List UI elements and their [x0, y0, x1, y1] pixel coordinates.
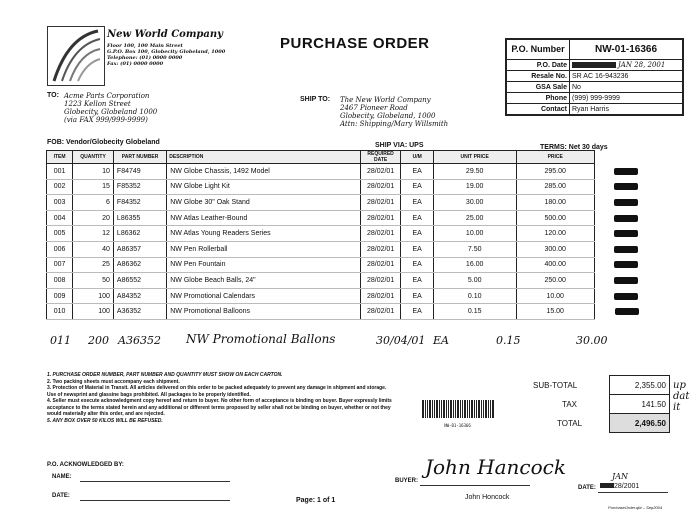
company-address-line: Fax: (01) 0000 0000 — [107, 61, 164, 67]
cell-item: 007 — [47, 257, 73, 273]
to-label: TO: — [47, 92, 59, 99]
to-address-line: (via FAX 999/999-9999) — [64, 116, 148, 124]
buyer-date-value — [600, 483, 639, 490]
cell-unit: 5.00 — [433, 273, 516, 289]
fob-label: FOB: Vendor/Globecity Globeland — [47, 139, 160, 146]
order-notes — [47, 372, 392, 424]
total-label: TOTAL — [557, 418, 583, 428]
cell-um: EA — [401, 257, 433, 273]
cell-date: 28/02/01 — [360, 226, 401, 242]
barcode-bar — [422, 400, 424, 418]
cell-item: 002 — [47, 179, 73, 195]
barcode-bar — [490, 400, 491, 418]
company-logo — [47, 26, 105, 86]
cell-desc: NW Globe Beach Balls, 24" — [167, 273, 360, 289]
cell-part: F84749 — [113, 164, 166, 180]
redaction-mark — [614, 199, 638, 206]
barcode-bar — [467, 400, 468, 418]
barcode-bar — [464, 400, 466, 418]
cell-desc: NW Globe 30" Oak Stand — [167, 195, 360, 211]
table-row — [47, 164, 642, 180]
note-line: 5. ANY BOX OVER 50 KILOS WILL BE REFUSED. — [47, 417, 163, 424]
table-row — [47, 288, 642, 304]
cell-desc: NW Atlas Young Readers Series — [167, 226, 360, 242]
table-row — [47, 226, 642, 242]
buyer-label: BUYER: — [395, 478, 419, 484]
ack-date-label: DATE: — [52, 493, 70, 499]
cell-um: EA — [401, 179, 433, 195]
barcode-bar — [476, 400, 477, 418]
barcode-bar — [429, 400, 431, 418]
barcode-bar — [450, 400, 452, 418]
table-row — [47, 257, 642, 273]
footer-code: PurchaseOrder.qbt – Sep2004 — [608, 505, 663, 510]
document-title: PURCHASE ORDER — [280, 35, 430, 52]
ack-name-label: NAME: — [52, 474, 72, 480]
barcode-bar — [441, 400, 442, 418]
col-um: U/M — [401, 151, 433, 164]
cell-item: 008 — [47, 273, 73, 289]
hw-price: 30.00 — [576, 334, 608, 347]
handwritten-row — [48, 328, 648, 348]
cell-part: A86357 — [113, 241, 166, 257]
table-row — [47, 195, 642, 211]
gsa-value: No — [570, 82, 683, 93]
cell-qty: 100 — [73, 304, 114, 320]
buyer-date-note: JAN — [612, 472, 628, 481]
ship-to-line: Attn: Shipping/Mary Willsmith — [340, 120, 449, 128]
barcode — [420, 400, 495, 428]
cell-desc: NW Pen Rollerball — [167, 241, 360, 257]
note-line: 2. Two packing sheets must accompany each shipment. — [47, 378, 180, 385]
table-row — [47, 179, 642, 195]
company-address — [107, 43, 227, 67]
table-row — [47, 304, 642, 320]
cell-price: 285.00 — [516, 179, 594, 195]
totals-box — [530, 375, 670, 433]
cell-qty: 12 — [73, 226, 114, 242]
cell-part: L86362 — [113, 226, 166, 242]
buyer-line — [420, 485, 530, 486]
cell-item: 001 — [47, 164, 73, 180]
buyer-date-text: 28/2001 — [614, 483, 640, 490]
redaction-mark — [615, 308, 639, 315]
cell-date: 28/02/01 — [360, 164, 401, 180]
cell-desc: NW Promotional Balloons — [167, 304, 360, 320]
ack-date-line — [80, 500, 230, 501]
cell-unit: 19.00 — [433, 179, 516, 195]
col-description: DESCRIPTION — [167, 151, 360, 164]
cell-part: F84352 — [113, 195, 166, 211]
cell-desc: NW Globe Chassis, 1492 Model — [167, 164, 360, 180]
cell-price: 300.00 — [516, 241, 594, 257]
barcode-bar — [455, 400, 456, 418]
redaction-mark — [614, 168, 638, 175]
cell-qty: 10 — [73, 164, 114, 180]
line-items-table — [46, 150, 642, 320]
cell-item: 004 — [47, 210, 73, 226]
cell-qty: 25 — [73, 257, 114, 273]
ship-via: SHIP VIA: UPS — [375, 142, 424, 149]
redaction-mark — [614, 246, 638, 253]
buyer-signature: John Hancock — [425, 455, 566, 479]
cell-date: 28/02/01 — [360, 210, 401, 226]
barcode-bar — [457, 400, 459, 418]
cell-qty: 40 — [73, 241, 114, 257]
hw-um: EA — [433, 334, 449, 347]
redaction-mark — [614, 261, 638, 268]
note-line: 4. Seller must execute acknowledgment copy hereof and return to buyer. No other form of acceptance is binding on buyer. Buyer expressly limits acceptance to the terms stated herein and any additional or different terms proposed by seller shall not be binding on buyer, whether or not they would materially alter this order, and are rejected. — [47, 398, 392, 417]
cell-um: EA — [401, 210, 433, 226]
cell-desc: NW Globe Light Kit — [167, 179, 360, 195]
buyer-date-label: DATE: — [578, 485, 596, 491]
cell-item: 005 — [47, 226, 73, 242]
barcode-icon — [420, 400, 495, 418]
note-line: 1. PURCHASE ORDER NUMBER, PART NUMBER AND QUANTITY MUST SHOW ON EACH CARTON. — [47, 372, 283, 378]
cell-item: 010 — [47, 304, 73, 320]
cell-desc: NW Pen Fountain — [167, 257, 360, 273]
cell-unit: 16.00 — [433, 257, 516, 273]
cell-part: A84352 — [113, 288, 166, 304]
cell-part: A36352 — [113, 304, 166, 320]
cell-unit: 0.15 — [433, 304, 516, 320]
col-quantity: QUANTITY — [73, 151, 114, 164]
cell-date: 28/02/01 — [360, 273, 401, 289]
redaction-mark — [614, 293, 638, 300]
subtotal-value: 2,355.00 — [610, 376, 670, 395]
ship-to-line: The New World Company — [340, 96, 431, 104]
barcode-bar — [478, 400, 480, 418]
cell-price: 250.00 — [516, 273, 594, 289]
barcode-bar — [432, 400, 433, 418]
barcode-bar — [436, 400, 438, 418]
barcode-bar — [453, 400, 454, 418]
col-item: ITEM — [47, 151, 73, 164]
barcode-bar — [446, 400, 447, 418]
cell-item: 003 — [47, 195, 73, 211]
cell-unit: 7.50 — [433, 241, 516, 257]
contact-label: Contact — [507, 104, 570, 115]
cell-um: EA — [401, 241, 433, 257]
cell-desc: NW Promotional Calendars — [167, 288, 360, 304]
barcode-bar — [485, 400, 487, 418]
buyer-name: John Honcock — [465, 494, 510, 501]
cell-qty: 15 — [73, 179, 114, 195]
barcode-bar — [448, 400, 449, 418]
margin-note: up dat it — [673, 380, 690, 413]
table-row — [47, 273, 642, 289]
to-address-line: Globecity, Globeland 1000 — [64, 108, 158, 116]
table-row — [47, 241, 642, 257]
total-value: 2,496.50 — [610, 414, 670, 433]
col-part-number: PART NUMBER — [113, 151, 166, 164]
gsa-label: GSA Sale — [507, 82, 570, 93]
cell-price: 295.00 — [516, 164, 594, 180]
col-unit-price: UNIT PRICE — [433, 151, 516, 164]
cell-unit: 29.50 — [433, 164, 516, 180]
hw-qty: 200 — [88, 334, 109, 347]
hw-unit: 0.15 — [496, 334, 521, 347]
redaction-mark — [600, 483, 614, 488]
cell-unit: 30.00 — [433, 195, 516, 211]
po-header-box — [505, 38, 684, 116]
tax-value: 141.50 — [610, 395, 670, 414]
cell-date: 28/02/01 — [360, 179, 401, 195]
col-price: PRICE — [516, 151, 594, 164]
ack-name-line — [80, 481, 230, 482]
barcode-bar — [434, 400, 435, 418]
ship-to-line: Globecity, Globeland, 1000 — [340, 112, 436, 120]
to-address — [64, 92, 157, 124]
barcode-bar — [425, 400, 426, 418]
to-address-line: 1223 Kellon Street — [64, 100, 131, 108]
company-address-line: Floor 100, 100 Main Street — [107, 43, 183, 49]
po-date-value: JAN 28, 2001 — [617, 61, 666, 69]
terms: TERMS: Net 30 days — [540, 144, 608, 151]
resale-value: SR AC 16-943236 — [570, 71, 683, 82]
barcode-bar — [471, 400, 473, 418]
cell-date: 28/02/01 — [360, 288, 401, 304]
ack-label: P.O. ACKNOWLEDGED BY: — [47, 462, 124, 468]
ship-to-address — [340, 96, 448, 128]
ship-to-label: SHIP TO: — [300, 96, 331, 103]
cell-price: 180.00 — [516, 195, 594, 211]
company-address-line: G.P.O. Box 100, Globecity Globeland, 1000 — [107, 49, 226, 55]
cell-desc: NW Atlas Leather-Bound — [167, 210, 360, 226]
ship-to-line: 2467 Pioneer Road — [340, 104, 408, 112]
barcode-bar — [460, 400, 461, 418]
cell-um: EA — [401, 195, 433, 211]
cell-part: L86355 — [113, 210, 166, 226]
barcode-bar — [483, 400, 484, 418]
cell-qty: 6 — [73, 195, 114, 211]
redaction-mark — [614, 183, 638, 190]
barcode-bar — [481, 400, 482, 418]
resale-label: Resale No. — [507, 71, 570, 82]
hw-desc: NW Promotional Ballons — [186, 332, 336, 346]
contact-value: Ryan Harris — [570, 104, 683, 115]
cell-um: EA — [401, 273, 433, 289]
barcode-bar — [439, 400, 440, 418]
cell-price: 120.00 — [516, 226, 594, 242]
page-number: Page: 1 of 1 — [296, 497, 336, 504]
cell-qty: 20 — [73, 210, 114, 226]
cell-price: 10.00 — [516, 288, 594, 304]
table-row — [47, 210, 642, 226]
cell-date: 28/02/01 — [360, 195, 401, 211]
globe-logo-icon — [48, 27, 104, 85]
barcode-bar — [427, 400, 428, 418]
cell-part: A86362 — [113, 257, 166, 273]
cell-um: EA — [401, 288, 433, 304]
company-name: New World Company — [107, 29, 223, 40]
po-date-label: P.O. Date — [507, 60, 570, 71]
cell-price: 400.00 — [516, 257, 594, 273]
cell-um: EA — [401, 226, 433, 242]
cell-part: F85352 — [113, 179, 166, 195]
barcode-bar — [469, 400, 470, 418]
cell-unit: 25.00 — [433, 210, 516, 226]
barcode-bar — [488, 400, 489, 418]
col-required-date: REQUIRED DATE — [360, 151, 401, 164]
cell-date: 28/02/01 — [360, 257, 401, 273]
hw-item: 011 — [50, 334, 71, 347]
cell-part: A86552 — [113, 273, 166, 289]
company-address-line: Telephone: (01) 0000 0000 — [107, 55, 183, 61]
tax-label: TAX — [562, 399, 578, 409]
barcode-text: NW-01-16366 — [444, 423, 471, 428]
barcode-bar — [474, 400, 475, 418]
redaction-mark — [614, 230, 638, 237]
to-address-line: Acme Parts Corporation — [64, 92, 150, 100]
cell-um: EA — [401, 304, 433, 320]
note-line: 3. Protection of Material in Transit. All articles delivered on this order to be packed adequately to prevent any damage in shipment and storage. Use of newsprint and glassine bags prohibited. All packages to be properly identified. — [47, 385, 387, 398]
cell-item: 009 — [47, 288, 73, 304]
cell-qty: 50 — [73, 273, 114, 289]
hw-part: A36352 — [118, 334, 161, 347]
cell-date: 28/02/01 — [360, 241, 401, 257]
redaction-mark — [614, 277, 638, 284]
subtotal-label: SUB-TOTAL — [533, 380, 578, 390]
redaction-mark — [572, 62, 616, 68]
cell-price: 500.00 — [516, 210, 594, 226]
po-number-value: NW-01-16366 — [570, 40, 683, 60]
po-number-label: P.O. Number — [507, 40, 570, 60]
phone-value: (999) 999-9999 — [570, 93, 683, 104]
cell-price: 15.00 — [516, 304, 594, 320]
cell-um: EA — [401, 164, 433, 180]
hw-date: 30/04/01 — [376, 334, 426, 347]
table-header-row — [47, 151, 642, 164]
cell-unit: 0.10 — [433, 288, 516, 304]
barcode-bar — [443, 400, 445, 418]
cell-qty: 100 — [73, 288, 114, 304]
barcode-bar — [462, 400, 463, 418]
phone-label: Phone — [507, 93, 570, 104]
buyer-date-line — [598, 492, 668, 493]
redaction-mark — [614, 215, 638, 222]
cell-date: 28/02/01 — [360, 304, 401, 320]
cell-unit: 10.00 — [433, 226, 516, 242]
barcode-bar — [492, 400, 494, 418]
cell-item: 006 — [47, 241, 73, 257]
